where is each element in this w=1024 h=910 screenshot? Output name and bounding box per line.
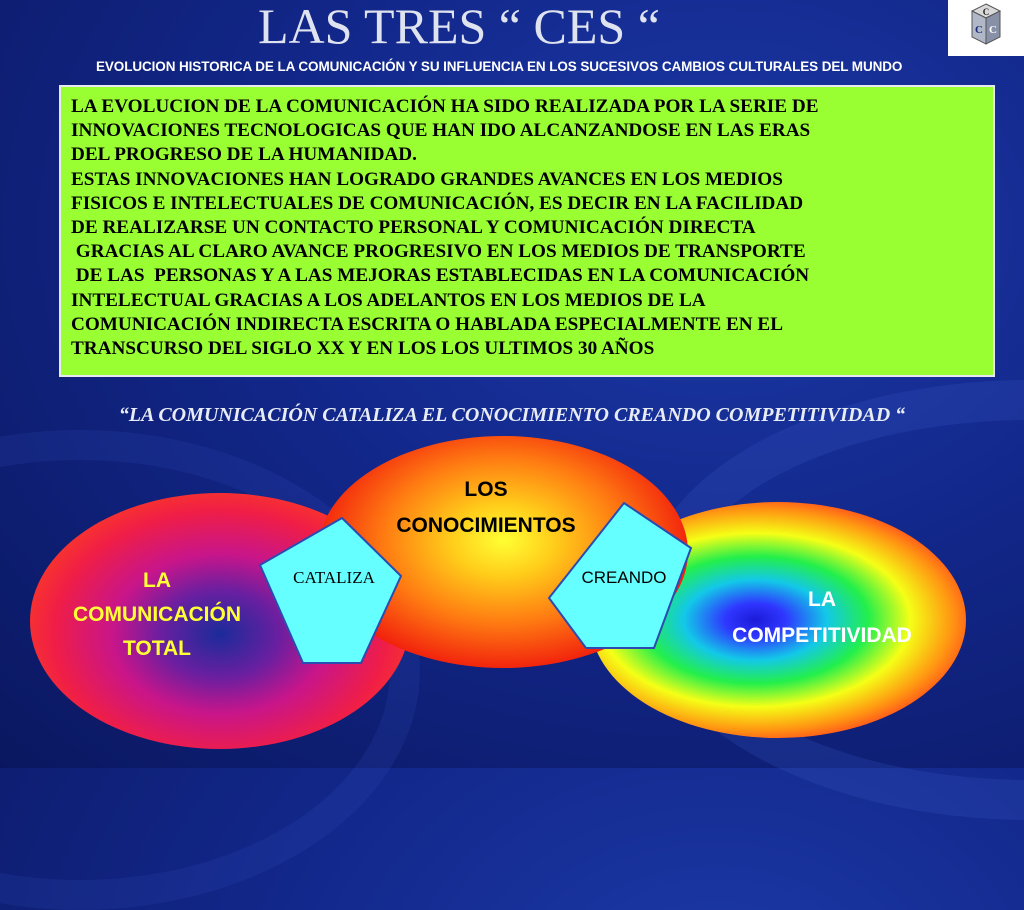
label-line: LA xyxy=(808,588,836,611)
logo-cube-icon xyxy=(948,0,1024,56)
quote-text: “LA COMUNICACIÓN CATALIZA EL CONOCIMIENTO CREANDO COMPETITIVIDAD “ xyxy=(118,404,906,426)
slide-subtitle: EVOLUCION HISTORICA DE LA COMUNICACIÓN Y SU INFLUENCIA EN LOS SUCESIVOS CAMBIOS CULTURALES DEL MUNDO xyxy=(96,59,903,74)
body-line: DE LAS PERSONAS Y A LAS MEJORAS ESTABLECIDAS EN LA COMUNICACIÓN xyxy=(71,265,810,287)
svg-text:C: C xyxy=(989,24,997,36)
body-line: GRACIAS AL CLARO AVANCE PROGRESIVO EN LOS MEDIOS DE TRANSPORTE xyxy=(71,241,806,263)
label-line: COMPETITIVIDAD xyxy=(732,624,912,647)
svg-text:C: C xyxy=(975,24,983,36)
body-line: COMUNICACIÓN INDIRECTA ESCRITA O HABLADA ESPECIALMENTE EN EL xyxy=(71,313,784,335)
label-line: TOTAL xyxy=(122,637,192,660)
slide-title: LAS TRES “ CES “ xyxy=(258,0,660,54)
label-line: LA xyxy=(143,569,171,592)
label-line: LOS xyxy=(464,478,508,501)
label-line: CONOCIMIENTOS xyxy=(396,514,576,537)
communication-label xyxy=(40,564,274,666)
body-line: LA EVOLUCION DE LA COMUNICACIÓN HA SIDO REALIZADA POR LA SERIE DE xyxy=(71,96,819,117)
svg-text:C: C xyxy=(982,7,990,17)
cataliza-pentagon xyxy=(255,515,405,667)
logo xyxy=(948,0,1024,56)
label-line: COMUNICACIÓN xyxy=(73,603,241,626)
cataliza-label: CATALIZA xyxy=(293,568,375,587)
body-line: FISICOS E INTELECTUALES DE COMUNICACIÓN, ES DECIR EN LA FACILIDAD xyxy=(71,192,804,214)
competitiveness-label xyxy=(690,582,954,654)
body-line: TRANSCURSO DEL SIGLO XX Y EN LOS LOS ULTIMOS 30 AÑOS xyxy=(71,338,655,360)
body-line: ESTAS INNOVACIONES HAN LOGRADO GRANDES AVANCES EN LOS MEDIOS xyxy=(71,168,783,190)
body-line: DEL PROGRESO DE LA HUMANIDAD. xyxy=(71,144,417,166)
creando-label: CREANDO xyxy=(581,568,667,587)
body-line: INTELECTUAL GRACIAS A LOS ADELANTOS EN LOS MEDIOS DE LA xyxy=(71,289,706,311)
body-textbox xyxy=(59,85,995,377)
body-line: INNOVACIONES TECNOLOGICAS QUE HAN IDO ALCANZANDOSE EN LAS ERAS xyxy=(71,120,811,142)
body-line: DE REALIZARSE UN CONTACTO PERSONAL Y COMUNICACIÓN DIRECTA xyxy=(71,217,756,239)
